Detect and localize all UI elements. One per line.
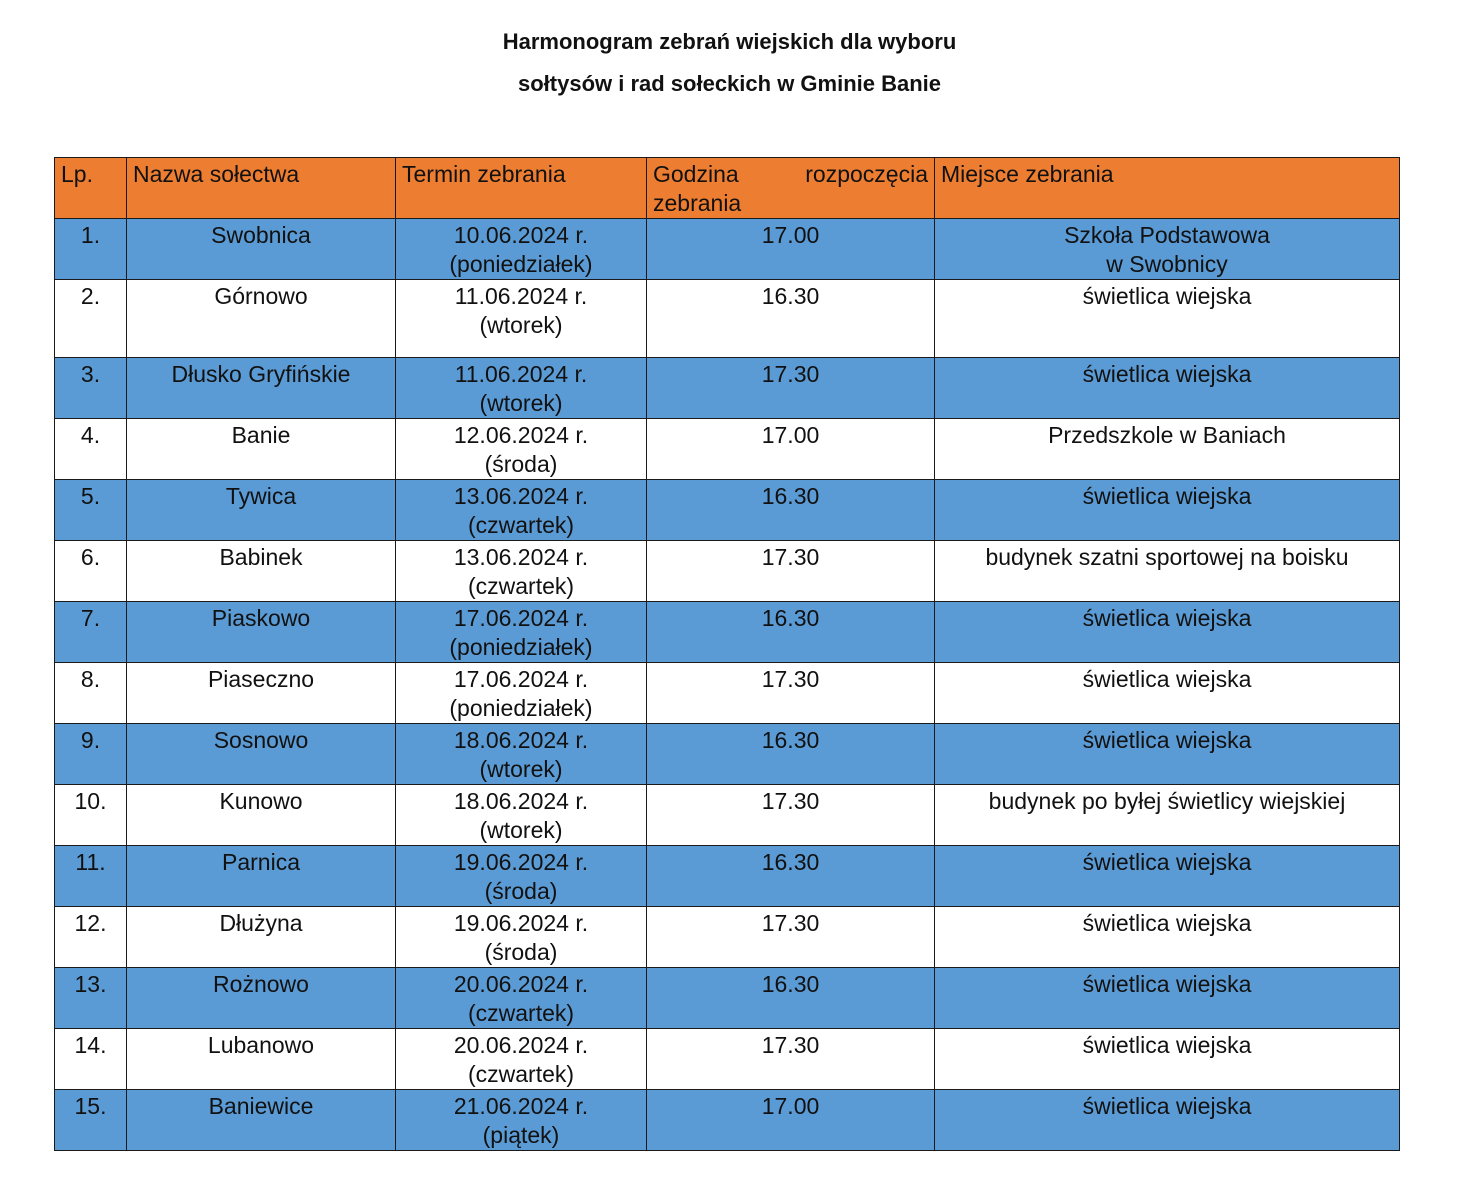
meeting-place: świetlica wiejska <box>1082 283 1252 309</box>
meeting-weekday: (wtorek) <box>479 817 563 843</box>
cell-meeting-date <box>396 280 647 358</box>
cell-lp: 12. <box>55 907 127 968</box>
cell-meeting-date <box>396 968 647 1029</box>
cell-start-time: 16.30 <box>647 724 935 785</box>
meeting-weekday: (poniedziałek) <box>449 695 593 721</box>
meeting-place: świetlica wiejska <box>1082 361 1252 387</box>
cell-meeting-date <box>396 419 647 480</box>
meeting-weekday: (środa) <box>484 878 558 904</box>
cell-village-name: Parnica <box>127 846 396 907</box>
cell-meeting-date <box>396 358 647 419</box>
cell-start-time: 16.30 <box>647 480 935 541</box>
cell-meeting-place <box>935 419 1400 480</box>
cell-meeting-place <box>935 480 1400 541</box>
cell-start-time: 17.30 <box>647 785 935 846</box>
cell-start-time: 17.00 <box>647 1090 935 1151</box>
table-row <box>55 541 1400 602</box>
table-row <box>55 280 1400 358</box>
meeting-place: świetlica wiejska <box>1082 727 1252 753</box>
cell-start-time: 16.30 <box>647 968 935 1029</box>
cell-start-time: 17.30 <box>647 907 935 968</box>
cell-lp: 7. <box>55 602 127 663</box>
cell-village-name: Rożnowo <box>127 968 396 1029</box>
header-start-time-line-2: zebrania <box>653 190 742 216</box>
cell-start-time: 17.30 <box>647 663 935 724</box>
meeting-weekday: (poniedziałek) <box>449 634 593 660</box>
header-date: Termin zebrania <box>396 158 647 219</box>
table-row <box>55 663 1400 724</box>
meeting-weekday: (środa) <box>484 939 558 965</box>
page-title-line-1: Harmonogram zebrań wiejskich dla wyboru <box>502 29 957 54</box>
table-row <box>55 480 1400 541</box>
cell-meeting-place <box>935 724 1400 785</box>
meeting-place: świetlica wiejska <box>1082 666 1252 692</box>
cell-start-time: 16.30 <box>647 602 935 663</box>
cell-village-name: Sosnowo <box>127 724 396 785</box>
cell-meeting-place <box>935 785 1400 846</box>
cell-meeting-place <box>935 358 1400 419</box>
header-start-time <box>647 158 935 219</box>
meeting-weekday: (czwartek) <box>467 1000 575 1026</box>
meeting-date: 21.06.2024 r. <box>453 1093 589 1119</box>
meeting-place: Szkoła Podstawowa <box>1064 222 1270 248</box>
cell-meeting-date <box>396 663 647 724</box>
cell-lp: 8. <box>55 663 127 724</box>
meeting-date: 13.06.2024 r. <box>453 544 589 570</box>
cell-start-time: 16.30 <box>647 280 935 358</box>
meeting-place: świetlica wiejska <box>1082 971 1252 997</box>
cell-village-name: Swobnica <box>127 219 396 280</box>
schedule-table <box>54 157 1400 1151</box>
cell-meeting-date <box>396 907 647 968</box>
meeting-place-line-2: w Swobnicy <box>1106 251 1228 277</box>
cell-meeting-place <box>935 541 1400 602</box>
meeting-date: 18.06.2024 r. <box>453 727 589 753</box>
meeting-date: 19.06.2024 r. <box>453 910 589 936</box>
meeting-weekday: (czwartek) <box>467 1061 575 1087</box>
meeting-weekday: (wtorek) <box>479 756 563 782</box>
cell-lp: 10. <box>55 785 127 846</box>
table-row <box>55 724 1400 785</box>
cell-lp: 11. <box>55 846 127 907</box>
cell-start-time: 17.30 <box>647 358 935 419</box>
cell-lp: 5. <box>55 480 127 541</box>
table-row <box>55 419 1400 480</box>
meeting-weekday: (czwartek) <box>467 512 575 538</box>
table-row <box>55 1029 1400 1090</box>
meeting-weekday: (wtorek) <box>479 390 563 416</box>
cell-village-name: Baniewice <box>127 1090 396 1151</box>
meeting-place: świetlica wiejska <box>1082 605 1252 631</box>
meeting-date: 17.06.2024 r. <box>453 666 589 692</box>
page-title-line-2: sołtysów i rad sołeckich w Gminie Banie <box>517 71 942 96</box>
cell-lp: 3. <box>55 358 127 419</box>
table-row <box>55 602 1400 663</box>
cell-meeting-place <box>935 907 1400 968</box>
cell-lp: 6. <box>55 541 127 602</box>
meeting-date: 20.06.2024 r. <box>453 1032 589 1058</box>
cell-village-name: Tywica <box>127 480 396 541</box>
cell-village-name: Górnowo <box>127 280 396 358</box>
cell-meeting-place <box>935 602 1400 663</box>
cell-meeting-date <box>396 541 647 602</box>
cell-meeting-place <box>935 1029 1400 1090</box>
meeting-place: budynek szatni sportowej na boisku <box>985 544 1349 570</box>
cell-meeting-place <box>935 968 1400 1029</box>
cell-meeting-place <box>935 219 1400 280</box>
header-row <box>55 158 1400 219</box>
meeting-date: 13.06.2024 r. <box>453 483 589 509</box>
meeting-date: 10.06.2024 r. <box>453 222 589 248</box>
cell-meeting-date <box>396 480 647 541</box>
meeting-date: 18.06.2024 r. <box>453 788 589 814</box>
cell-lp: 15. <box>55 1090 127 1151</box>
table-row <box>55 219 1400 280</box>
cell-lp: 1. <box>55 219 127 280</box>
cell-meeting-date <box>396 724 647 785</box>
cell-village-name: Banie <box>127 419 396 480</box>
cell-village-name: Dłużyna <box>127 907 396 968</box>
table-row <box>55 846 1400 907</box>
cell-village-name: Dłusko Gryfińskie <box>127 358 396 419</box>
meeting-weekday: (poniedziałek) <box>449 251 593 277</box>
cell-meeting-date <box>396 1090 647 1151</box>
cell-start-time: 17.00 <box>647 219 935 280</box>
meeting-weekday: (środa) <box>484 451 558 477</box>
cell-start-time: 17.30 <box>647 541 935 602</box>
meeting-date: 12.06.2024 r. <box>453 422 589 448</box>
cell-village-name: Piaskowo <box>127 602 396 663</box>
meeting-weekday: (piątek) <box>482 1122 560 1148</box>
cell-village-name: Kunowo <box>127 785 396 846</box>
meeting-place: Przedszkole w Baniach <box>1048 422 1286 448</box>
meeting-place: świetlica wiejska <box>1082 910 1252 936</box>
cell-meeting-date <box>396 846 647 907</box>
cell-meeting-place <box>935 663 1400 724</box>
meeting-date: 20.06.2024 r. <box>453 971 589 997</box>
meeting-date: 17.06.2024 r. <box>453 605 589 631</box>
header-start-time-line-1: Godzina rozpoczęcia <box>653 161 928 187</box>
table-row <box>55 907 1400 968</box>
table-row <box>55 1090 1400 1151</box>
meeting-date: 19.06.2024 r. <box>453 849 589 875</box>
table-row <box>55 358 1400 419</box>
cell-lp: 9. <box>55 724 127 785</box>
meeting-place: budynek po byłej świetlicy wiejskiej <box>988 788 1346 814</box>
cell-meeting-date <box>396 219 647 280</box>
cell-meeting-date <box>396 785 647 846</box>
cell-start-time: 17.00 <box>647 419 935 480</box>
meeting-weekday: (czwartek) <box>467 573 575 599</box>
cell-village-name: Lubanowo <box>127 1029 396 1090</box>
cell-meeting-date <box>396 1029 647 1090</box>
header-lp: Lp. <box>55 158 127 219</box>
cell-village-name: Piaseczno <box>127 663 396 724</box>
table-row <box>55 785 1400 846</box>
table-row <box>55 968 1400 1029</box>
meeting-place: świetlica wiejska <box>1082 1093 1252 1119</box>
cell-lp: 13. <box>55 968 127 1029</box>
cell-meeting-place <box>935 1090 1400 1151</box>
cell-lp: 14. <box>55 1029 127 1090</box>
meeting-weekday: (wtorek) <box>479 312 563 338</box>
cell-lp: 2. <box>55 280 127 358</box>
cell-lp: 4. <box>55 419 127 480</box>
meeting-place: świetlica wiejska <box>1082 1032 1252 1058</box>
cell-meeting-date <box>396 602 647 663</box>
meeting-place: świetlica wiejska <box>1082 483 1252 509</box>
cell-start-time: 16.30 <box>647 846 935 907</box>
meeting-date: 11.06.2024 r. <box>454 283 588 309</box>
cell-meeting-place <box>935 280 1400 358</box>
meeting-date: 11.06.2024 r. <box>454 361 588 387</box>
header-name: Nazwa sołectwa <box>127 158 396 219</box>
header-place: Miejsce zebrania <box>935 158 1400 219</box>
meeting-place: świetlica wiejska <box>1082 849 1252 875</box>
cell-start-time: 17.30 <box>647 1029 935 1090</box>
cell-village-name: Babinek <box>127 541 396 602</box>
cell-meeting-place <box>935 846 1400 907</box>
